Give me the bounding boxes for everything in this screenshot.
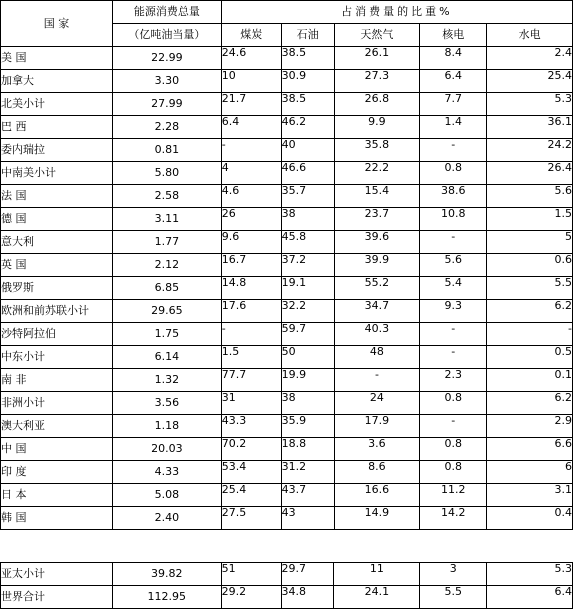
share-cell: 26.1: [334, 47, 420, 70]
country-cell: 北美小计: [1, 93, 113, 116]
share-cell: 34.7: [334, 300, 420, 323]
table-row: [1, 93, 573, 116]
share-cell: 24.6: [221, 47, 281, 70]
share-cell: -: [420, 415, 487, 438]
share-cell: 17.9: [334, 415, 420, 438]
share-cell: 38.5: [281, 47, 334, 70]
share-cell: 2.9: [487, 415, 573, 438]
share-cell: 14.2: [420, 507, 487, 530]
share-cell: 35.7: [281, 185, 334, 208]
header-fuel-gas: 天然气: [334, 24, 420, 47]
header-fuel-coal: 煤炭: [221, 24, 281, 47]
country-cell: 世界合计: [1, 586, 113, 609]
share-cell: 30.9: [281, 70, 334, 93]
total-consumption-cell: 5.08: [112, 484, 221, 507]
share-cell: 6.2: [487, 300, 573, 323]
total-consumption-cell: 0.81: [112, 139, 221, 162]
share-cell: 31: [221, 392, 281, 415]
share-cell: 5.5: [487, 277, 573, 300]
share-cell: 21.7: [221, 93, 281, 116]
share-cell: 5.5: [420, 586, 487, 609]
share-cell: 5.3: [487, 93, 573, 116]
share-cell: 38: [281, 208, 334, 231]
country-cell: 加拿大: [1, 70, 113, 93]
share-cell: 51: [221, 563, 281, 586]
share-cell: 5.4: [420, 277, 487, 300]
total-consumption-cell: 3.30: [112, 70, 221, 93]
share-cell: -: [221, 323, 281, 346]
share-cell: 0.6: [487, 254, 573, 277]
table-row: [1, 507, 573, 530]
share-cell: 8.6: [334, 461, 420, 484]
country-cell: 中 国: [1, 438, 113, 461]
share-cell: 16.6: [334, 484, 420, 507]
share-cell: 25.4: [221, 484, 281, 507]
share-cell: 0.8: [420, 162, 487, 185]
share-cell: 24: [334, 392, 420, 415]
share-cell: 1.5: [221, 346, 281, 369]
share-cell: 35.9: [281, 415, 334, 438]
share-cell: 26.8: [334, 93, 420, 116]
share-cell: 6.4: [487, 586, 573, 609]
share-cell: 18.8: [281, 438, 334, 461]
country-cell: 亚太小计: [1, 563, 113, 586]
share-cell: 55.2: [334, 277, 420, 300]
header-total-line1: 能源消费总量: [112, 1, 221, 24]
share-cell: 48: [334, 346, 420, 369]
country-cell: 非洲小计: [1, 392, 113, 415]
country-cell: 韩 国: [1, 507, 113, 530]
share-cell: 3.6: [334, 438, 420, 461]
share-cell: 27.5: [221, 507, 281, 530]
share-cell: 25.4: [487, 70, 573, 93]
share-cell: 4: [221, 162, 281, 185]
share-cell: -: [487, 323, 573, 346]
total-consumption-cell: 2.12: [112, 254, 221, 277]
share-cell: 39.9: [334, 254, 420, 277]
country-cell: 中南美小计: [1, 162, 113, 185]
table-row: [1, 139, 573, 162]
table-row: [1, 300, 573, 323]
share-cell: 5: [487, 231, 573, 254]
table-row: [1, 323, 573, 346]
total-consumption-cell: 1.18: [112, 415, 221, 438]
share-cell: 38.5: [281, 93, 334, 116]
table-row: [1, 208, 573, 231]
country-cell: 澳大利亚: [1, 415, 113, 438]
table-row: [1, 162, 573, 185]
share-cell: 35.8: [334, 139, 420, 162]
share-cell: 38.6: [420, 185, 487, 208]
totals-table: [0, 562, 573, 609]
country-cell: 印 度: [1, 461, 113, 484]
share-cell: 31.2: [281, 461, 334, 484]
share-cell: 4.6: [221, 185, 281, 208]
share-cell: -: [420, 139, 487, 162]
table-row: [1, 586, 573, 609]
share-cell: 43.7: [281, 484, 334, 507]
share-cell: 0.8: [420, 438, 487, 461]
table-row: [1, 254, 573, 277]
total-consumption-cell: 27.99: [112, 93, 221, 116]
share-cell: 9.6: [221, 231, 281, 254]
table-row: [1, 392, 573, 415]
share-cell: 46.6: [281, 162, 334, 185]
share-cell: 23.7: [334, 208, 420, 231]
total-consumption-cell: 1.75: [112, 323, 221, 346]
total-consumption-cell: 2.58: [112, 185, 221, 208]
total-consumption-cell: 2.28: [112, 116, 221, 139]
share-cell: 70.2: [221, 438, 281, 461]
share-cell: 29.7: [281, 563, 334, 586]
share-cell: 17.6: [221, 300, 281, 323]
table-row: [1, 346, 573, 369]
header-fuel-nuclear: 核电: [420, 24, 487, 47]
share-cell: 5.6: [487, 185, 573, 208]
share-cell: 6.6: [487, 438, 573, 461]
share-cell: -: [334, 369, 420, 392]
total-consumption-cell: 39.82: [112, 563, 221, 586]
table-row: [1, 563, 573, 586]
share-cell: 2.4: [487, 47, 573, 70]
header-share-title: 占消费量的比重%: [221, 1, 572, 24]
share-cell: 34.8: [281, 586, 334, 609]
total-consumption-cell: 4.33: [112, 461, 221, 484]
share-cell: 39.6: [334, 231, 420, 254]
total-consumption-cell: 2.40: [112, 507, 221, 530]
share-cell: 40: [281, 139, 334, 162]
share-cell: 59.7: [281, 323, 334, 346]
country-cell: 沙特阿拉伯: [1, 323, 113, 346]
share-cell: 5.3: [487, 563, 573, 586]
share-cell: 11: [334, 563, 420, 586]
header-fuel-oil: 石油: [281, 24, 334, 47]
table-row: [1, 70, 573, 93]
share-cell: 0.1: [487, 369, 573, 392]
country-cell: 欧洲和前苏联小计: [1, 300, 113, 323]
country-cell: 英 国: [1, 254, 113, 277]
table-row: [1, 461, 573, 484]
share-cell: 14.9: [334, 507, 420, 530]
country-cell: 意大利: [1, 231, 113, 254]
country-cell: 中东小计: [1, 346, 113, 369]
country-cell: 委内瑞拉: [1, 139, 113, 162]
total-consumption-cell: 20.03: [112, 438, 221, 461]
share-cell: -: [420, 323, 487, 346]
share-cell: 5.6: [420, 254, 487, 277]
country-cell: 法 国: [1, 185, 113, 208]
share-cell: -: [420, 346, 487, 369]
share-cell: 43.3: [221, 415, 281, 438]
share-cell: 19.9: [281, 369, 334, 392]
header-total-line2: （亿吨油当量）: [112, 24, 221, 47]
total-consumption-cell: 3.56: [112, 392, 221, 415]
country-cell: 美 国: [1, 47, 113, 70]
share-cell: 53.4: [221, 461, 281, 484]
total-consumption-cell: 6.85: [112, 277, 221, 300]
share-cell: 27.3: [334, 70, 420, 93]
total-consumption-cell: 1.32: [112, 369, 221, 392]
total-consumption-cell: 29.65: [112, 300, 221, 323]
share-cell: 11.2: [420, 484, 487, 507]
share-cell: 7.7: [420, 93, 487, 116]
share-cell: 22.2: [334, 162, 420, 185]
table-row: [1, 484, 573, 507]
header-fuel-hydro: 水电: [487, 24, 573, 47]
share-cell: 10.8: [420, 208, 487, 231]
table-row: [1, 47, 573, 70]
total-consumption-cell: 112.95: [112, 586, 221, 609]
share-cell: 8.4: [420, 47, 487, 70]
header-country: 国 家: [1, 1, 113, 47]
share-cell: 24.2: [487, 139, 573, 162]
share-cell: 2.3: [420, 369, 487, 392]
share-cell: 26.4: [487, 162, 573, 185]
share-cell: 45.8: [281, 231, 334, 254]
share-cell: 6.4: [420, 70, 487, 93]
total-consumption-cell: 5.80: [112, 162, 221, 185]
share-cell: 32.2: [281, 300, 334, 323]
share-cell: 36.1: [487, 116, 573, 139]
share-cell: 0.8: [420, 461, 487, 484]
share-cell: 37.2: [281, 254, 334, 277]
share-cell: 9.9: [334, 116, 420, 139]
share-cell: 26: [221, 208, 281, 231]
total-consumption-cell: 3.11: [112, 208, 221, 231]
table-row: [1, 116, 573, 139]
table-row: [1, 231, 573, 254]
share-cell: 3: [420, 563, 487, 586]
share-cell: 15.4: [334, 185, 420, 208]
country-cell: 南 非: [1, 369, 113, 392]
share-cell: 50: [281, 346, 334, 369]
country-cell: 德 国: [1, 208, 113, 231]
share-cell: 0.4: [487, 507, 573, 530]
share-cell: 1.4: [420, 116, 487, 139]
share-cell: 77.7: [221, 369, 281, 392]
total-consumption-cell: 1.77: [112, 231, 221, 254]
table-row: [1, 369, 573, 392]
table-row: [1, 185, 573, 208]
share-cell: -: [420, 231, 487, 254]
table-row: [1, 438, 573, 461]
total-consumption-cell: 6.14: [112, 346, 221, 369]
share-cell: -: [221, 139, 281, 162]
share-cell: 1.5: [487, 208, 573, 231]
table-row: [1, 277, 573, 300]
table-row: [1, 415, 573, 438]
share-cell: 43: [281, 507, 334, 530]
share-cell: 29.2: [221, 586, 281, 609]
share-cell: 38: [281, 392, 334, 415]
share-cell: 6.4: [221, 116, 281, 139]
header-row-1: [1, 1, 573, 24]
country-cell: 巴 西: [1, 116, 113, 139]
total-consumption-cell: 22.99: [112, 47, 221, 70]
share-cell: 6: [487, 461, 573, 484]
share-cell: 0.8: [420, 392, 487, 415]
share-cell: 24.1: [334, 586, 420, 609]
country-cell: 俄罗斯: [1, 277, 113, 300]
share-cell: 40.3: [334, 323, 420, 346]
country-cell: 日 本: [1, 484, 113, 507]
share-cell: 19.1: [281, 277, 334, 300]
share-cell: 10: [221, 70, 281, 93]
share-cell: 3.1: [487, 484, 573, 507]
share-cell: 16.7: [221, 254, 281, 277]
share-cell: 14.8: [221, 277, 281, 300]
share-cell: 9.3: [420, 300, 487, 323]
share-cell: 0.5: [487, 346, 573, 369]
share-cell: 6.2: [487, 392, 573, 415]
share-cell: 46.2: [281, 116, 334, 139]
